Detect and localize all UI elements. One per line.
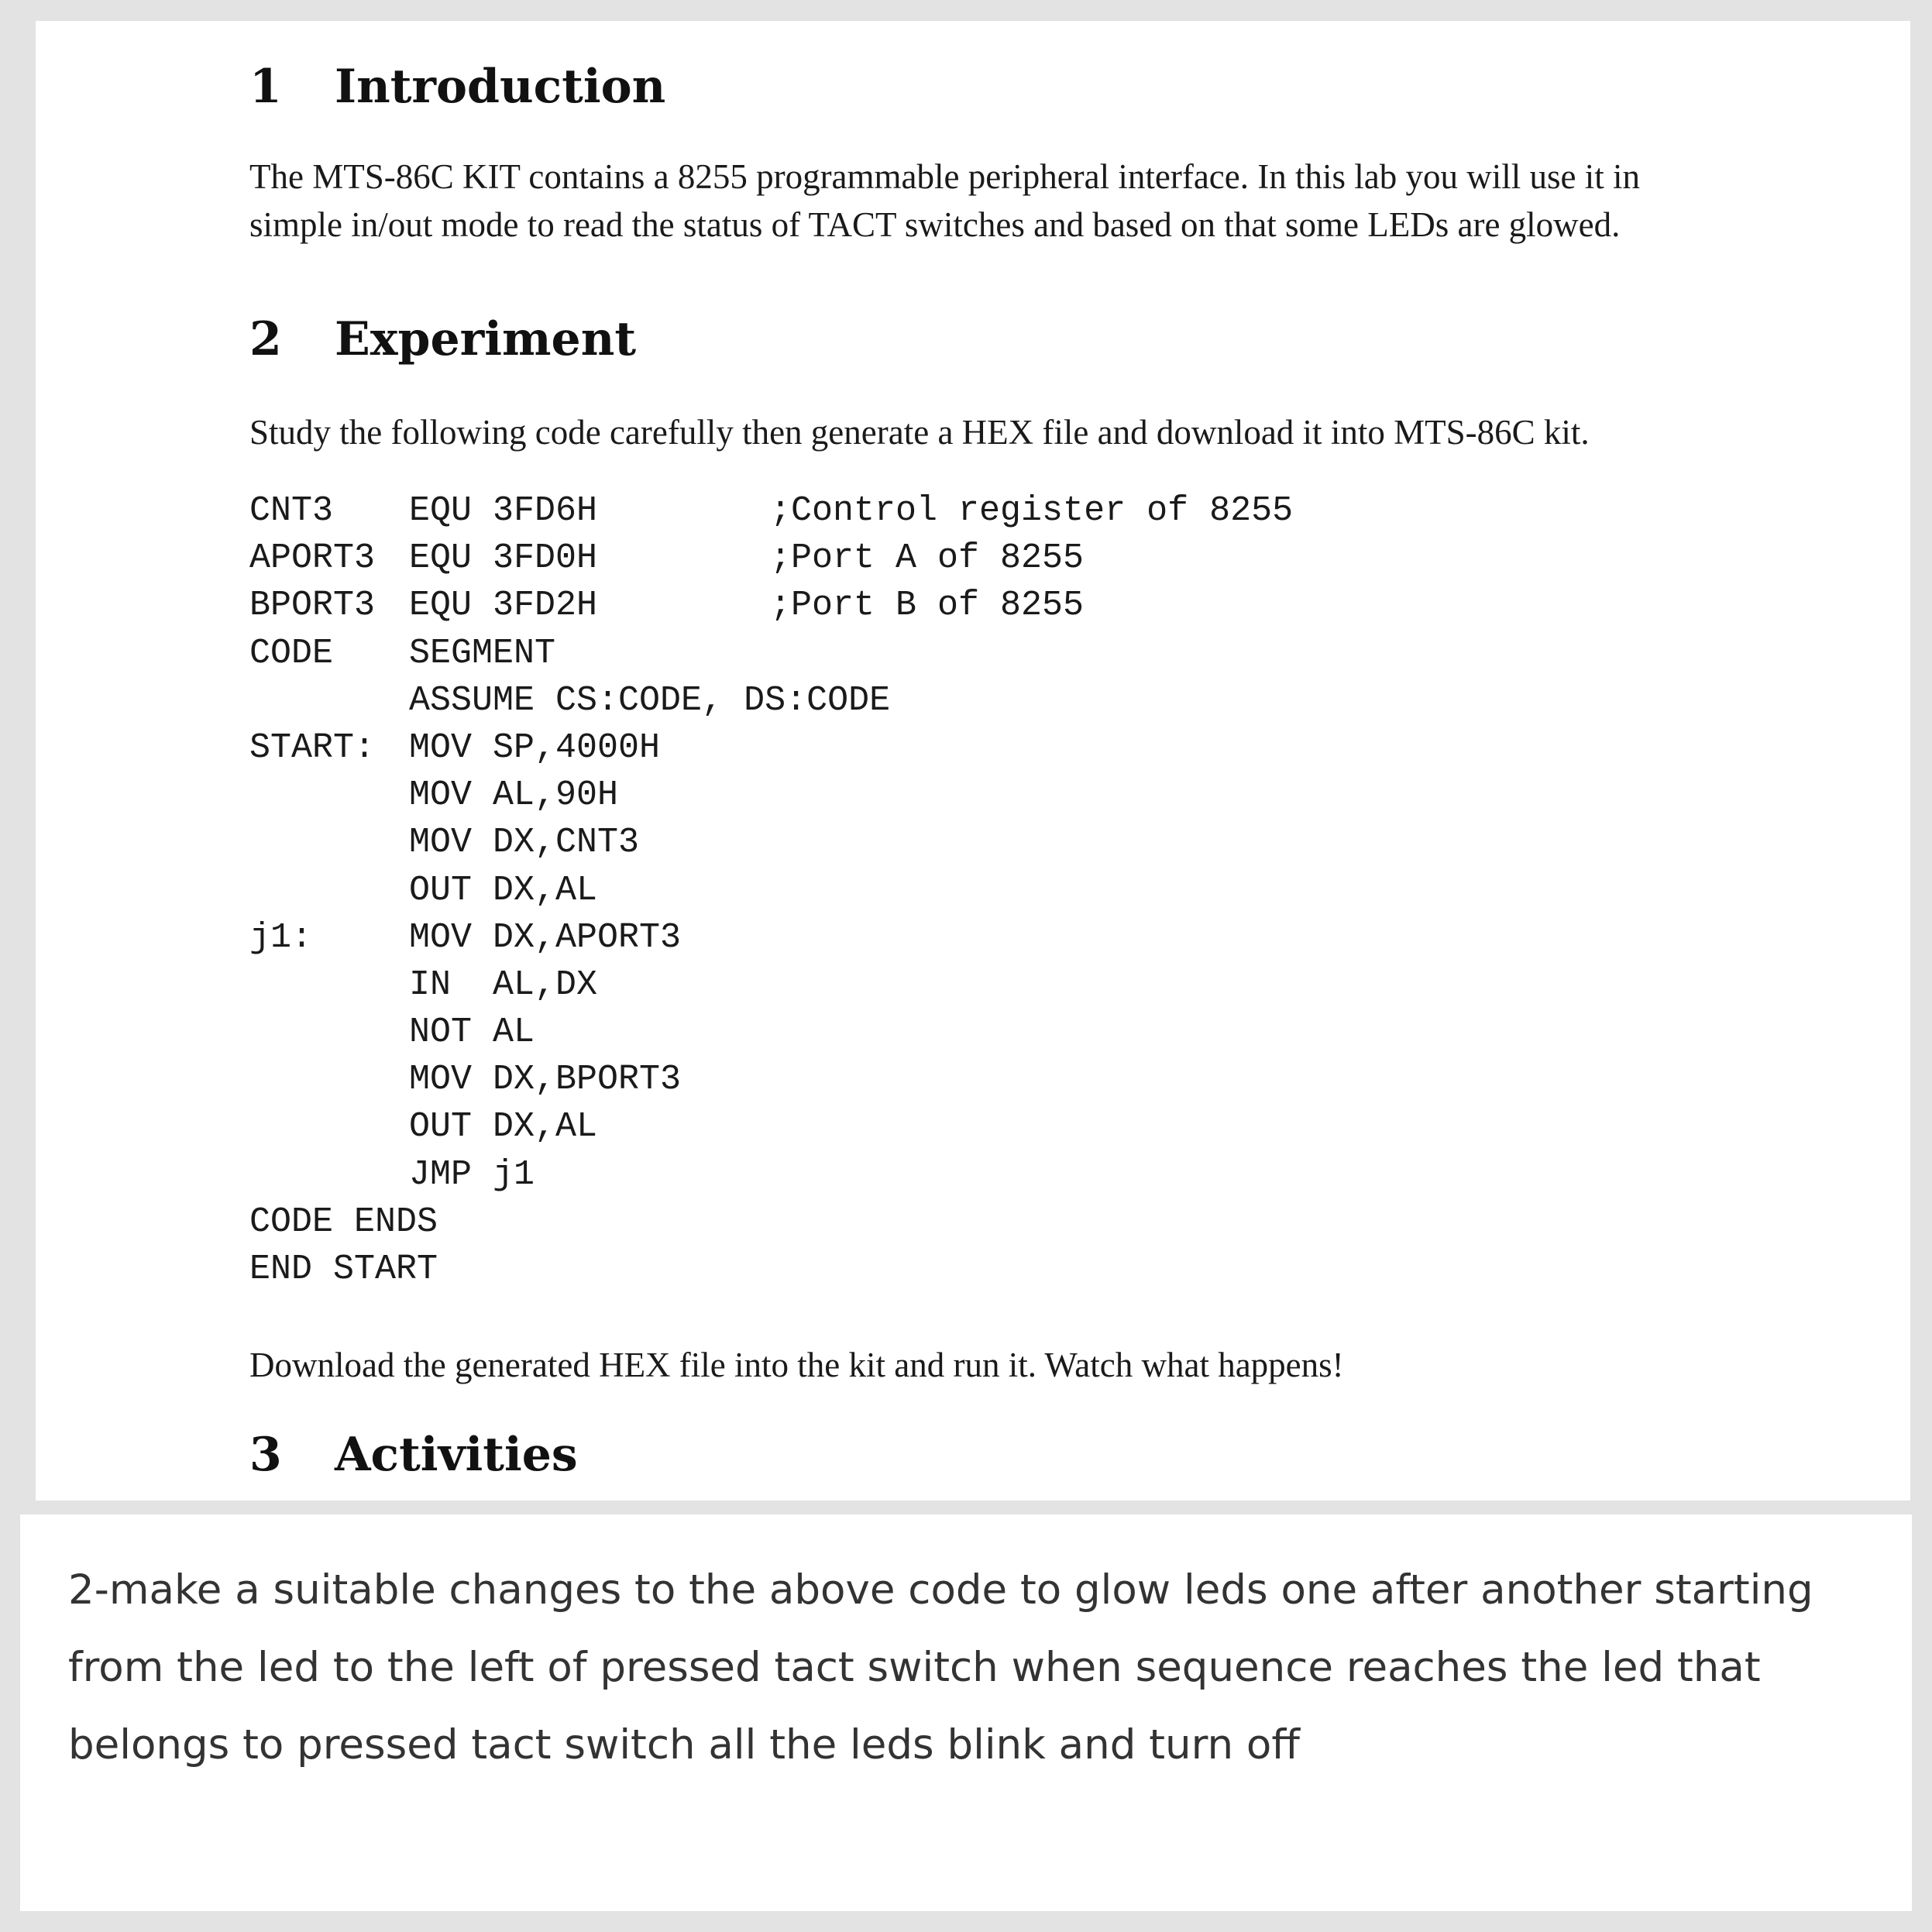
code-label: CODE ENDS bbox=[249, 1201, 438, 1242]
section-title: Activities bbox=[335, 1428, 578, 1482]
code-instruction: EQU 3FD2H bbox=[409, 586, 598, 626]
section-heading-experiment bbox=[249, 312, 636, 366]
code-instruction: SEGMENT bbox=[409, 633, 556, 673]
download-paragraph: Download the generated HEX file into the kit and run it. Watch what happens! bbox=[249, 1346, 1344, 1384]
document-image bbox=[36, 21, 1910, 1501]
code-comment: ;Port A of 8255 bbox=[770, 538, 1085, 579]
code-instruction: IN AL,DX bbox=[409, 964, 598, 1005]
section-heading-activities bbox=[249, 1428, 578, 1482]
question-card bbox=[20, 1514, 1912, 1911]
code-label: CODE bbox=[249, 633, 334, 673]
question-text: 2-make a suitable changes to the above code to glow leds one after another starting from the led to the left of pressed tact switch when sequence reaches the led that belongs to pressed tact switch all the leds blink and turn off bbox=[68, 1566, 1813, 1769]
code-label: START: bbox=[249, 727, 376, 768]
section-title: Experiment bbox=[335, 312, 637, 366]
code-instruction: NOT AL bbox=[409, 1012, 535, 1053]
code-instruction: MOV DX,CNT3 bbox=[409, 823, 640, 863]
section-number: 2 bbox=[249, 312, 282, 366]
code-label: BPORT3 bbox=[249, 586, 376, 626]
code-instruction: MOV DX,BPORT3 bbox=[409, 1060, 682, 1100]
code-instruction: JMP j1 bbox=[409, 1154, 535, 1195]
code-instruction: OUT DX,AL bbox=[409, 870, 598, 910]
code-instruction: MOV SP,4000H bbox=[409, 727, 661, 768]
code-instruction: MOV DX,APORT3 bbox=[409, 917, 682, 957]
code-comment: ;Control register of 8255 bbox=[770, 491, 1294, 531]
code-comment: ;Port B of 8255 bbox=[770, 586, 1085, 626]
section-title: Introduction bbox=[335, 60, 666, 114]
section-heading-introduction bbox=[249, 60, 665, 114]
section-number: 3 bbox=[249, 1428, 282, 1482]
section-number: 1 bbox=[249, 60, 282, 114]
code-label: CNT3 bbox=[249, 491, 334, 531]
code-instruction: EQU 3FD0H bbox=[409, 538, 598, 579]
intro-line: simple in/out mode to read the status of TACT switches and based on that some LEDs are glowed. bbox=[249, 205, 1621, 244]
code-label: j1: bbox=[249, 917, 313, 957]
experiment-paragraph: Study the following code carefully then generate a HEX file and download it into MTS-86C kit. bbox=[249, 413, 1590, 452]
intro-line: The MTS-86C KIT contains a 8255 programmable peripheral interface. In this lab you will use it in bbox=[249, 157, 1640, 196]
code-instruction: OUT DX,AL bbox=[409, 1107, 598, 1147]
code-label: END START bbox=[249, 1250, 438, 1289]
code-instruction: MOV AL,90H bbox=[409, 775, 619, 816]
code-instruction: ASSUME CS:CODE, DS:CODE bbox=[409, 680, 891, 720]
code-label: APORT3 bbox=[249, 538, 376, 579]
intro-paragraph bbox=[249, 153, 1640, 249]
code-instruction: EQU 3FD6H bbox=[409, 491, 598, 531]
